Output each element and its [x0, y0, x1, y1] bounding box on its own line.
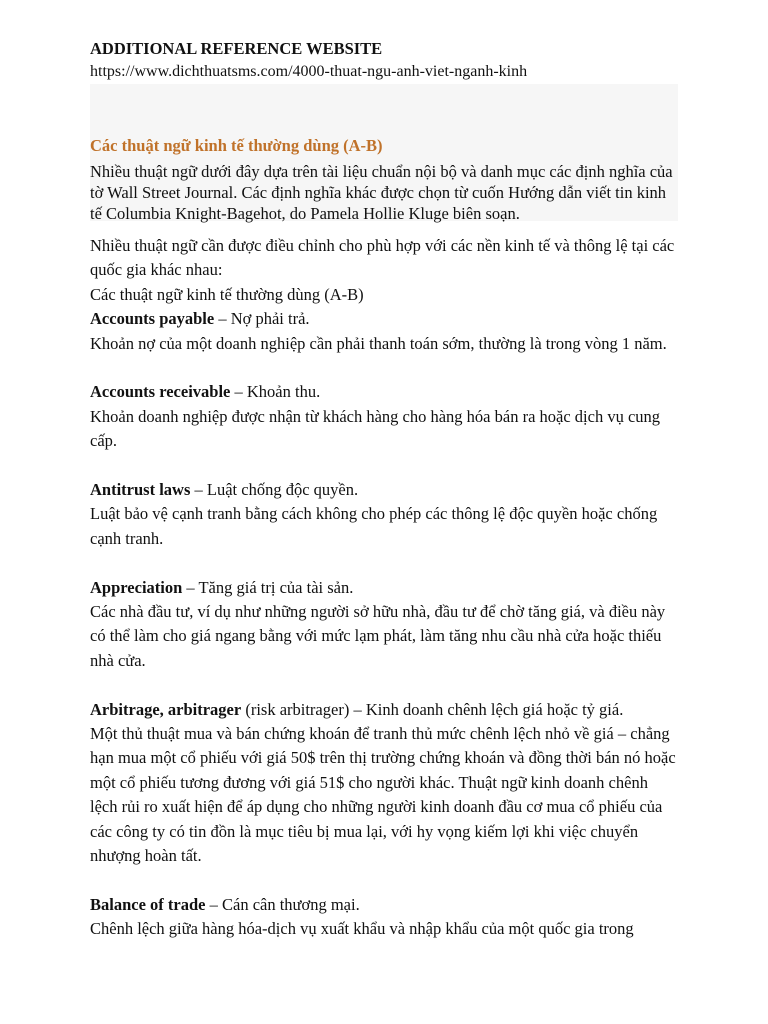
entry-description: Các nhà đầu tư, ví dụ như những người sở hữu nhà, đầu tư để chờ tăng giá, và điều này có thể làm cho giá ngang bằng với mức lạm phát, làm tăng nhu cầu nhà cửa hoặc thiếu nhà cửa.	[90, 602, 666, 670]
glossary-entry	[90, 478, 678, 551]
entry-heading	[90, 698, 678, 722]
intro-paragraph: Nhiều thuật ngữ dưới đây dựa trên tài liệu chuẩn nội bộ và danh mục các định nghĩa của tờ Wall Street Journal. Các định nghĩa khác được chọn từ cuốn Hướng dẫn viết tin kinh tế Columbia Knight-Bagehot, do Pamela Hollie Kluge biên soạn.	[90, 162, 673, 223]
entry-heading	[90, 307, 678, 331]
entry-paren: (risk arbitrager)	[241, 699, 350, 719]
entry-term: Balance of trade	[90, 894, 206, 914]
reference-url[interactable]: https://www.dichthuatsms.com/4000-thuat-ngu-anh-viet-nganh-kinh	[90, 63, 528, 80]
entry-heading	[90, 893, 678, 917]
spacer	[90, 869, 678, 893]
entry-description: Khoản doanh nghiệp được nhận từ khách hàng cho hàng hóa bán ra hoặc dịch vụ cung cấp.	[90, 406, 661, 451]
entry-gloss: – Kinh doanh chênh lệch giá hoặc tỷ giá.	[349, 699, 624, 719]
glossary-entry	[90, 307, 678, 356]
glossary-entry	[90, 380, 678, 453]
spacer	[90, 454, 678, 478]
document-heading: ADDITIONAL REFERENCE WEBSITE	[90, 39, 383, 58]
entry-description: Một thủ thuật mua và bán chứng khoán để tranh thủ mức chênh lệch nhỏ về giá – chẳng hạn mua một cổ phiếu với giá 50$ trên thị trường chứng khoán và đồng thời bán nó hoặc một cổ phiếu tương đương với giá 51$ cho người khác. Thuật ngữ kinh doanh chênh lệch rủi ro xuất hiện để áp dụng cho những người kinh doanh đầu cơ mua cổ phiếu của các công ty có tin đồn là mục tiêu bị mua lại, với hy vọng kiếm lợi khi việc chuyển nhượng hoàn tất.	[90, 724, 676, 866]
spacer	[90, 551, 678, 575]
entry-term: Accounts receivable	[90, 382, 231, 402]
entry-term: Appreciation	[90, 577, 183, 597]
entry-gloss: – Khoản thu.	[230, 382, 321, 402]
entry-gloss: – Cán cân thương mại.	[205, 894, 360, 914]
entry-description: Khoản nợ của một doanh nghiệp cần phải thanh toán sớm, thường là trong vòng 1 năm.	[90, 333, 667, 353]
section-title: Các thuật ngữ kinh tế thường dùng (A-B)	[90, 136, 383, 155]
entry-term: Accounts payable	[90, 309, 215, 329]
entry-description: Chênh lệch giữa hàng hóa-dịch vụ xuất khẩu và nhập khẩu của một quốc gia trong	[90, 919, 634, 939]
body-subtitle: Các thuật ngữ kinh tế thường dùng (A-B)	[90, 284, 364, 304]
entry-description: Luật bảo vệ cạnh tranh bằng cách không cho phép các thông lệ độc quyền hoặc chống cạnh tranh.	[90, 504, 658, 548]
spacer	[90, 356, 678, 380]
entry-term: Arbitrage, arbitrager	[90, 699, 242, 719]
entry-heading	[90, 576, 678, 600]
entry-gloss: – Luật chống độc quyền.	[190, 480, 359, 500]
entry-heading	[90, 478, 678, 502]
glossary-entry	[90, 893, 678, 942]
note-paragraph: Nhiều thuật ngữ cần được điều chỉnh cho phù hợp với các nền kinh tế và thông lệ tại các quốc gia khác nhau:	[90, 236, 675, 280]
spacer	[90, 673, 678, 697]
entry-term: Antitrust laws	[90, 480, 191, 500]
glossary-entry	[90, 576, 678, 674]
glossary-entry	[90, 698, 678, 869]
entry-gloss: – Tăng giá trị của tài sản.	[182, 577, 354, 597]
entry-gloss: – Nợ phải trả.	[214, 309, 310, 329]
entry-heading	[90, 380, 678, 404]
document-body	[90, 234, 678, 942]
